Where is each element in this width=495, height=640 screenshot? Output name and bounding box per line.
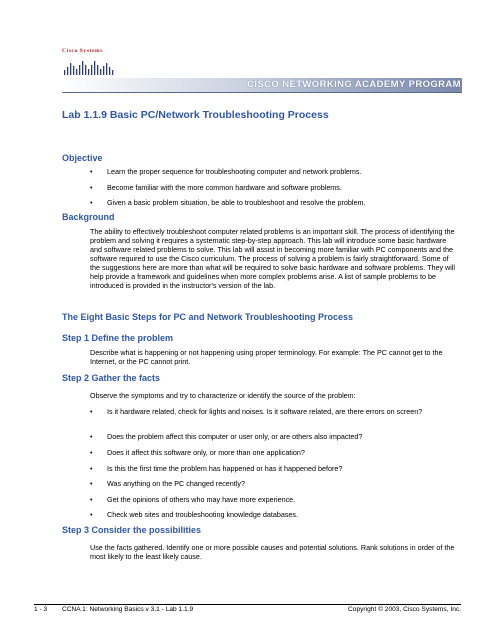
step2-item: • Check web sites and troubleshooting knowledge databases.: [90, 510, 298, 519]
lab-title: Lab 1.1.9 Basic PC/Network Troubleshooting Process: [62, 109, 329, 121]
step2-item: • Does it affect this software only, or more than one application?: [90, 448, 305, 457]
bullet-icon: •: [90, 510, 93, 519]
bullet-icon: •: [90, 407, 93, 416]
background-text: The ability to effectively troubleshoot computer related problems is an important skill. The process of identifying the problem and solving it requires a systematic step-by-step approach. This lab will introduce some basic hardware and software related problems to solve. This lab will assist in becoming more familiar with PC components and the software required to use the Cisco curriculum. The process of solving a problem is fairly straightforward. Some of the suggestions here are more than what will be required to solve basic hardware and software problems. They will help provide a framework and guidelines when more complex problems arise. A list of sample problems to be introduced is provided in the instructor's version of the lab.: [90, 227, 456, 290]
objective-item: • Learn the proper sequence for troubleshooting computer and network problems.: [90, 167, 362, 176]
step2-text: Observe the symptoms and try to characterize or identify the source of the problem:: [90, 391, 356, 400]
step2-item: • Is it hardware related, check for lights and noises. Is it software related, are there errors on screen?: [90, 407, 423, 416]
step2-item: • Get the opinions of others who may have more experience.: [90, 495, 296, 504]
objective-heading: Objective: [62, 153, 103, 163]
step2-item: • Is this the first time the problem has happened or has it happened before?: [90, 464, 343, 473]
footer-course: CCNA 1: Networking Basics v 3.1 - Lab 1.1.9: [62, 606, 194, 613]
bullet-icon: •: [90, 495, 93, 504]
objective-item: • Given a basic problem situation, be able to troubleshoot and resolve the problem.: [90, 198, 366, 207]
bullet-icon: •: [90, 479, 93, 488]
footer-copyright: Copyright © 2003, Cisco Systems, Inc.: [348, 606, 461, 613]
cisco-bridge-icon: [62, 56, 118, 76]
background-heading: Background: [62, 212, 115, 222]
bullet-icon: •: [90, 167, 93, 176]
bullet-icon: •: [90, 448, 93, 457]
step2-item: • Was anything on the PC changed recently?: [90, 479, 245, 488]
bullet-icon: •: [90, 464, 93, 473]
bullet-icon: •: [90, 432, 93, 441]
objective-item: • Become familiar with the more common hardware and software problems.: [90, 183, 342, 192]
step3-heading: Step 3 Consider the possibilities: [62, 525, 202, 535]
step2-item: • Does the problem affect this computer or user only, or are others also impacted?: [90, 432, 363, 441]
step3-text: Use the facts gathered. Identify one or more possible causes and potential solutions. Rank solutions in order of the most likely to the least likely cause.: [90, 543, 455, 561]
cisco-logo: [62, 48, 118, 78]
step1-heading: Step 1 Define the problem: [62, 333, 174, 343]
bullet-icon: •: [90, 198, 93, 207]
program-name: CISCO NETWORKING ACADEMY PROGRAM: [247, 79, 461, 90]
header-divider: [62, 92, 462, 93]
step1-text: Describe what is happening or not happening using proper terminology. For example: The PC cannot get to the Internet, or the PC cannot print.: [90, 348, 443, 366]
eight-steps-heading: The Eight Basic Steps for PC and Network Troubleshooting Process: [62, 312, 354, 322]
footer-page-number: 1 - 3: [34, 606, 48, 613]
step2-heading: Step 2 Gather the facts: [62, 373, 161, 383]
bullet-icon: •: [90, 183, 93, 192]
logo-text: Cisco Systems: [62, 48, 103, 54]
footer-divider: [34, 604, 461, 605]
